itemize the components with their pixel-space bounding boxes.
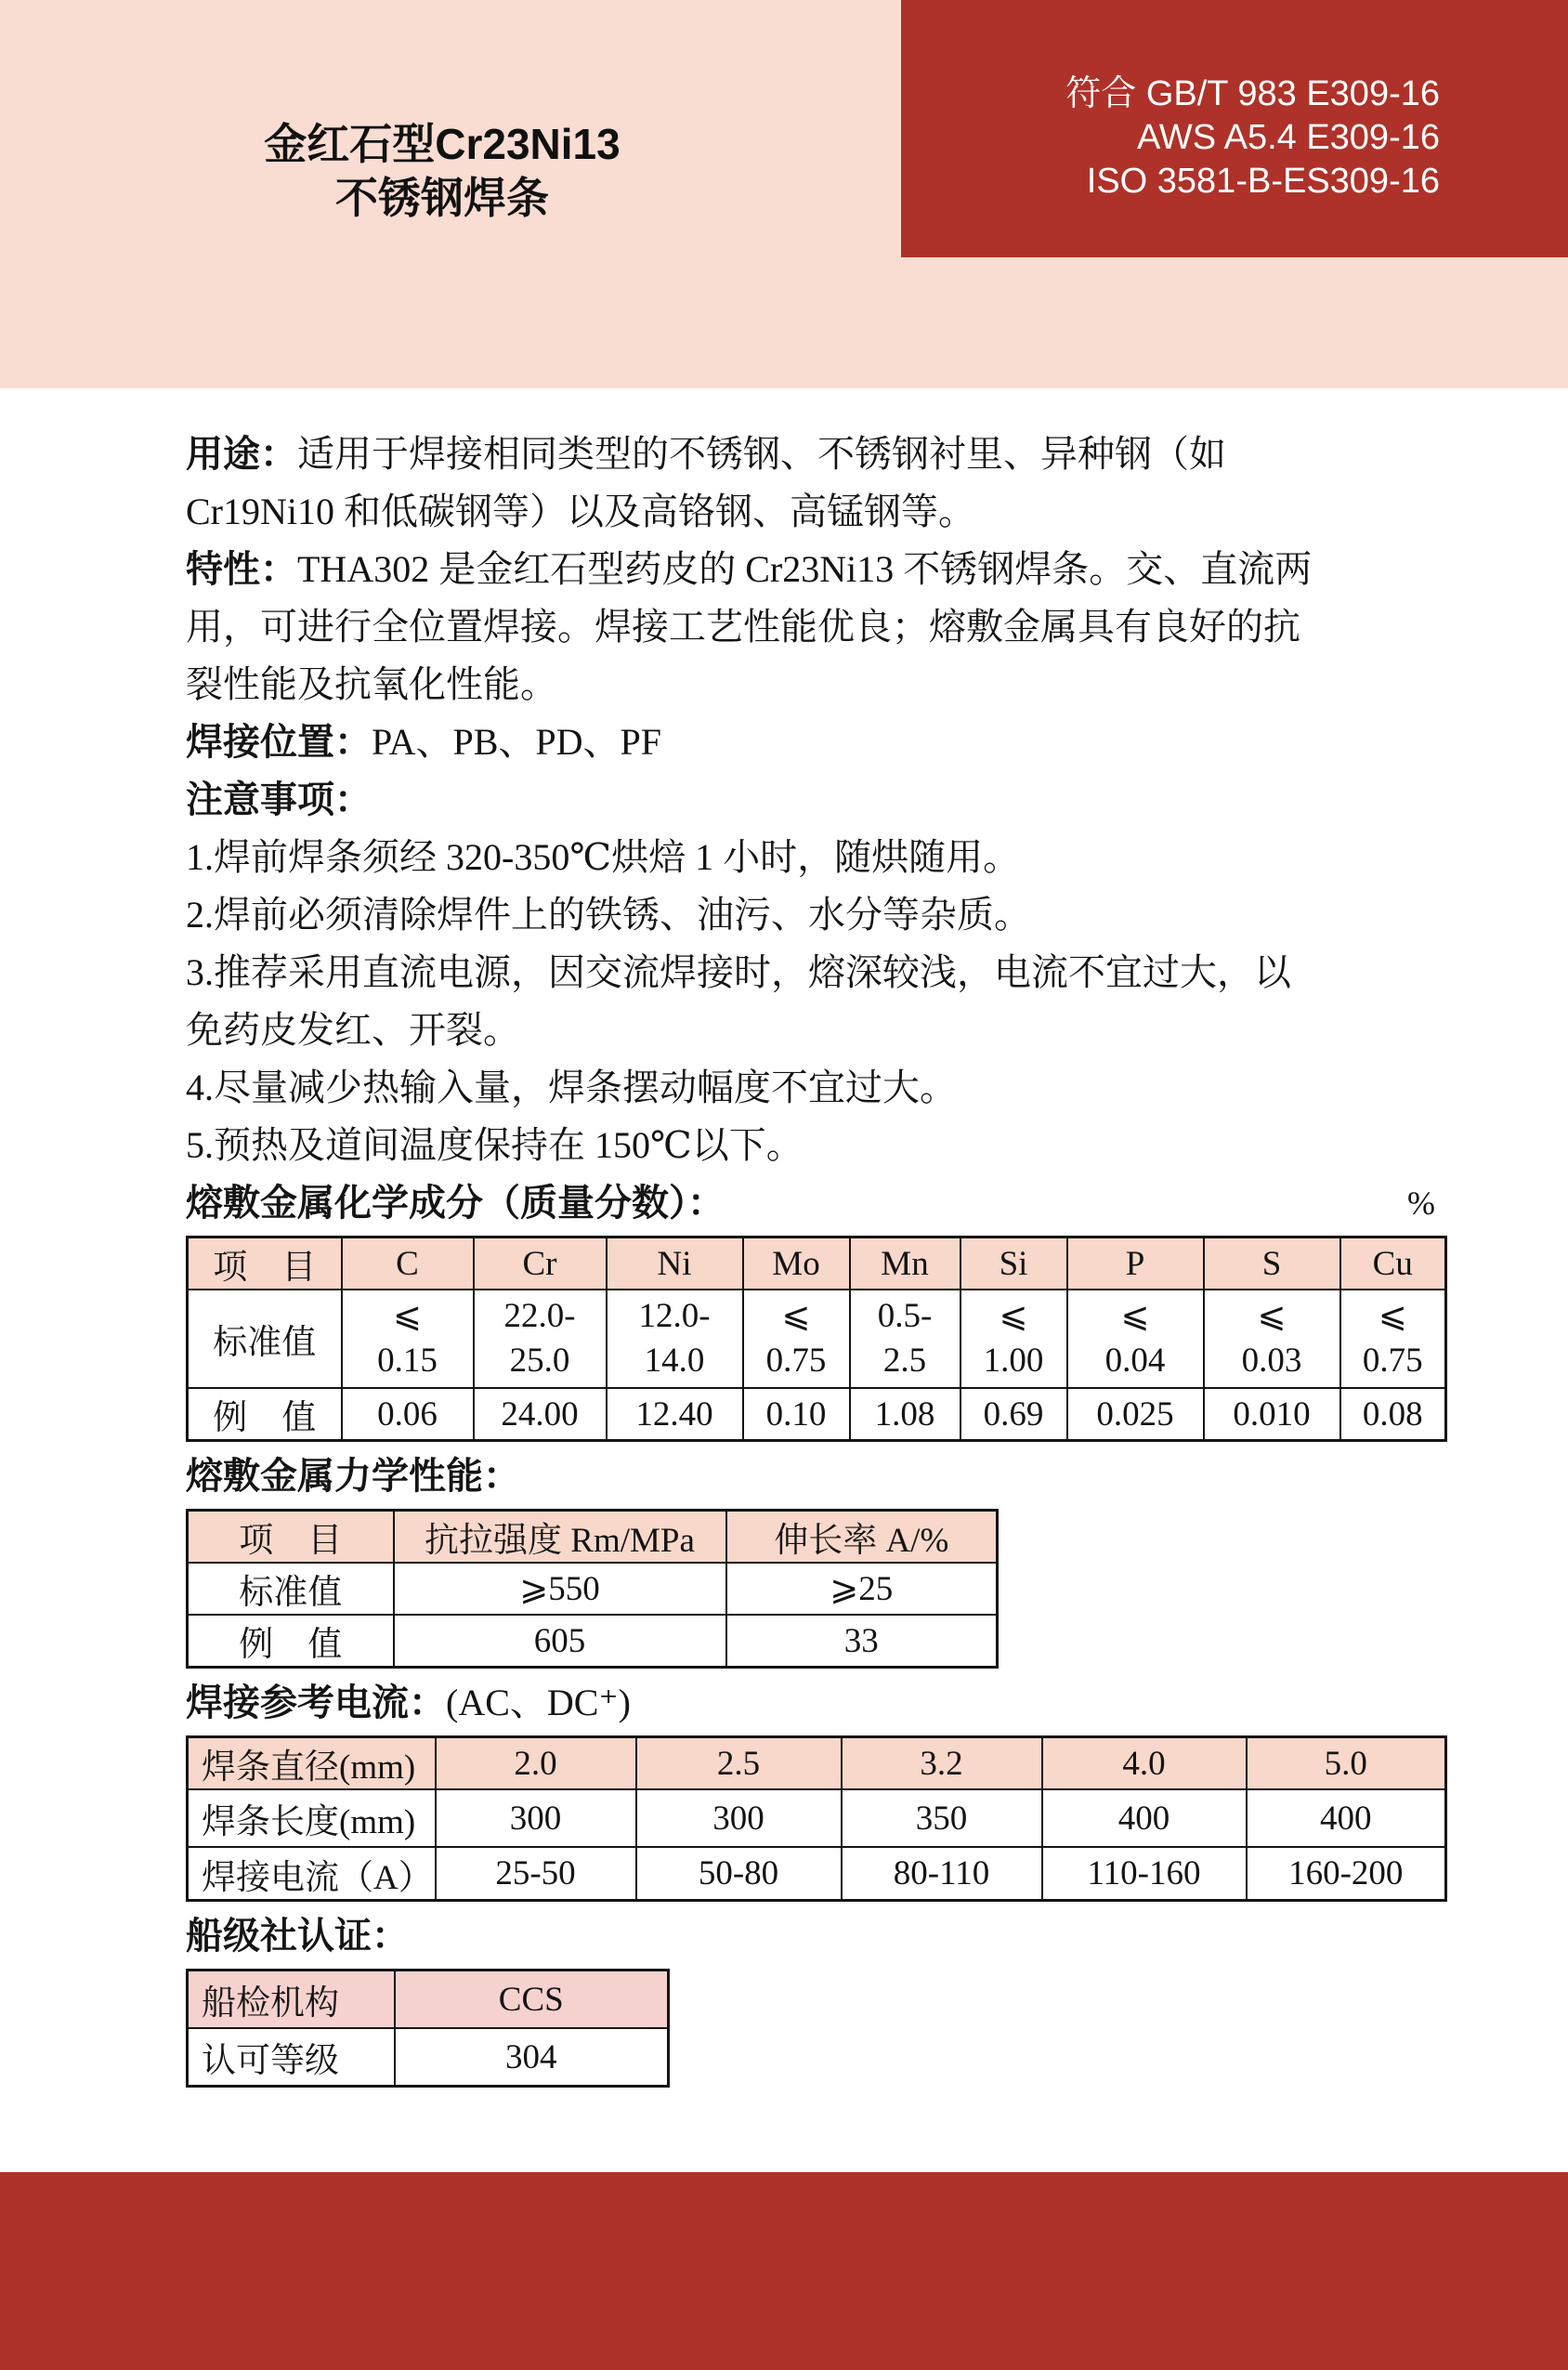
chem-standard-row	[188, 1290, 1446, 1388]
mech-header-elongation: 伸长率 A/%	[726, 1511, 998, 1564]
chem-standard-ni: 12.0- 14.0	[607, 1290, 743, 1388]
chem-example-mo: 0.10	[743, 1388, 850, 1441]
length-row	[188, 1789, 1446, 1847]
length-label: 焊条长度(mm)	[188, 1789, 436, 1847]
chem-header-row	[188, 1237, 1446, 1290]
classification-cert-table	[186, 1969, 670, 2088]
diameter-value: 5.0	[1247, 1737, 1446, 1790]
content-area	[186, 426, 1435, 2093]
body-line	[186, 426, 1435, 483]
line-text: 1.焊前焊条须经 320-350℃烘焙 1 小时，随烘随用。	[186, 836, 1021, 878]
product-title-line-1: 金红石型Cr23Ni13	[264, 120, 621, 168]
mech-section-title: 熔敷金属力学性能：	[186, 1456, 520, 1497]
line-text: 4.尽量减少热输入量，焊条摆动幅度不宜过大。	[186, 1067, 957, 1108]
mech-header-item: 项 目	[188, 1511, 394, 1564]
body-line	[186, 483, 1435, 541]
chem-header-p: P	[1067, 1237, 1204, 1290]
cert-grade-row	[188, 2028, 669, 2087]
product-title-line-2: 不锈钢焊条	[335, 174, 549, 222]
chem-example-c: 0.06	[342, 1388, 474, 1441]
chem-standard-c: ⩽ 0.15	[342, 1290, 474, 1388]
current-value: 110-160	[1042, 1847, 1247, 1901]
line-text: Cr19Ni10 和低碳钢等）以及高铬钢、高锰钢等。	[186, 491, 975, 532]
chem-example-mn: 1.08	[850, 1388, 960, 1441]
cert-society-label: 船检机构	[188, 1971, 395, 2029]
mech-example-tensile: 605	[394, 1615, 726, 1668]
length-value: 400	[1247, 1789, 1446, 1847]
line-text: 裂性能及抗氧化性能。	[186, 663, 557, 705]
chem-example-si: 0.69	[960, 1388, 1067, 1441]
length-value: 350	[842, 1789, 1042, 1847]
body-line	[186, 771, 1435, 829]
current-label: 焊接电流（A）	[188, 1847, 436, 1901]
length-value: 400	[1042, 1789, 1247, 1847]
mech-example-label: 例 值	[188, 1615, 394, 1668]
chem-composition-table	[186, 1236, 1447, 1442]
mechanical-properties-table	[186, 1509, 999, 1669]
mech-standard-elongation: ⩾25	[726, 1563, 998, 1615]
chem-example-s: 0.010	[1204, 1388, 1340, 1441]
length-value: 300	[636, 1789, 842, 1847]
line-text: 2.焊前必须清除焊件上的铁锈、油污、水分等杂质。	[186, 894, 1031, 936]
standard-line-gbt: 符合 GB/T 983 E309-16	[1065, 74, 1440, 113]
diameter-value: 4.0	[1042, 1737, 1247, 1790]
note-line-4	[186, 1059, 1435, 1117]
mech-example-row	[188, 1615, 998, 1668]
note-line-3b	[186, 1002, 1435, 1059]
chem-header-cu: Cu	[1340, 1237, 1446, 1290]
chem-standard-p: ⩽ 0.04	[1067, 1290, 1204, 1388]
usage-label: 用途：	[186, 434, 297, 475]
position-label: 焊接位置：	[186, 722, 372, 763]
notes-label: 注意事项：	[186, 779, 372, 820]
standard-line-iso: ISO 3581-B-ES309-16	[1086, 162, 1440, 201]
mech-standard-row	[188, 1563, 998, 1615]
line-text: 用，可进行全位置焊接。焊接工艺性能优良；熔敷金属具有良好的抗	[186, 606, 1300, 648]
mech-header-row	[188, 1511, 998, 1564]
line-text: 5.预热及道间温度保持在 150℃以下。	[186, 1124, 804, 1166]
current-value: 50-80	[636, 1847, 842, 1901]
chem-standard-cr: 22.0- 25.0	[474, 1290, 607, 1388]
cert-society-value: CCS	[395, 1971, 669, 2029]
welding-current-table	[186, 1735, 1447, 1902]
chem-section-title: % 熔敷金属化学成分（质量分数）：	[186, 1174, 1435, 1232]
chem-example-p: 0.025	[1067, 1388, 1204, 1441]
standards-box	[901, 0, 1568, 257]
chem-header-s: S	[1204, 1237, 1340, 1290]
chem-header-si: Si	[960, 1237, 1067, 1290]
current-title-note: (AC、DC⁺)	[446, 1682, 631, 1723]
chem-standard-mn: 0.5- 2.5	[850, 1290, 960, 1388]
body-line	[186, 541, 1435, 598]
chem-header-mo: Mo	[743, 1237, 850, 1290]
chem-example-row	[188, 1388, 1446, 1441]
chem-standard-s: ⩽ 0.03	[1204, 1290, 1340, 1388]
cert-society-row	[188, 1971, 669, 2029]
line-text: PA、PB、PD、PF	[372, 721, 662, 763]
diameter-value: 2.0	[436, 1737, 636, 1790]
percent-unit: %	[1407, 1185, 1435, 1222]
line-text: THA302 是金红石型药皮的 Cr23Ni13 不锈钢焊条。交、直流两	[297, 548, 1313, 590]
chem-example-cr: 24.00	[474, 1388, 607, 1441]
note-line-2	[186, 886, 1435, 944]
current-value: 160-200	[1247, 1847, 1446, 1901]
chem-standard-label: 标准值	[188, 1290, 342, 1388]
note-line-5	[186, 1117, 1435, 1174]
chem-header-item: 项 目	[188, 1237, 342, 1290]
chem-standard-cu: ⩽ 0.75	[1340, 1290, 1446, 1388]
chem-example-cu: 0.08	[1340, 1388, 1446, 1441]
product-title	[145, 117, 739, 225]
mech-standard-label: 标准值	[188, 1563, 394, 1615]
current-row	[188, 1847, 1446, 1901]
mech-standard-tensile: ⩾550	[394, 1563, 726, 1615]
cert-grade-label: 认可等级	[188, 2028, 395, 2087]
chem-header-cr: Cr	[474, 1237, 607, 1290]
line-text: 免药皮发红、开裂。	[186, 1009, 520, 1051]
line-text: 3.推荐采用直流电源，因交流焊接时，熔深较浅，电流不宜过大，以	[186, 951, 1291, 993]
chem-example-ni: 12.40	[607, 1388, 743, 1441]
diameter-row	[188, 1737, 1446, 1790]
mech-example-elongation: 33	[726, 1615, 998, 1668]
current-value: 25-50	[436, 1847, 636, 1901]
current-section-title: 焊接参考电流：(AC、DC⁺)	[186, 1682, 631, 1723]
chem-header-c: C	[342, 1237, 474, 1290]
cert-grade-value: 304	[395, 2028, 669, 2087]
chem-header-ni: Ni	[607, 1237, 743, 1290]
length-value: 300	[436, 1789, 636, 1847]
diameter-value: 3.2	[842, 1737, 1042, 1790]
note-line-1	[186, 829, 1435, 886]
body-line	[186, 714, 1435, 771]
chem-standard-mo: ⩽ 0.75	[743, 1290, 850, 1388]
footer-band	[0, 2172, 1568, 2370]
diameter-value: 2.5	[636, 1737, 842, 1790]
chem-standard-si: ⩽ 1.00	[960, 1290, 1067, 1388]
feature-label: 特性：	[186, 549, 297, 590]
note-line-3	[186, 944, 1435, 1002]
chem-example-label: 例 值	[188, 1388, 342, 1441]
chem-header-mn: Mn	[850, 1237, 960, 1290]
diameter-label: 焊条直径(mm)	[188, 1737, 436, 1790]
standard-line-aws: AWS A5.4 E309-16	[1136, 118, 1440, 157]
cert-section-title: 船级社认证：	[186, 1916, 409, 1957]
body-line	[186, 656, 1435, 714]
current-value: 80-110	[842, 1847, 1042, 1901]
body-line	[186, 598, 1435, 656]
mech-header-tensile: 抗拉强度 Rm/MPa	[394, 1511, 726, 1564]
line-text: 适用于焊接相同类型的不锈钢、不锈钢衬里、异种钢（如	[297, 433, 1226, 475]
